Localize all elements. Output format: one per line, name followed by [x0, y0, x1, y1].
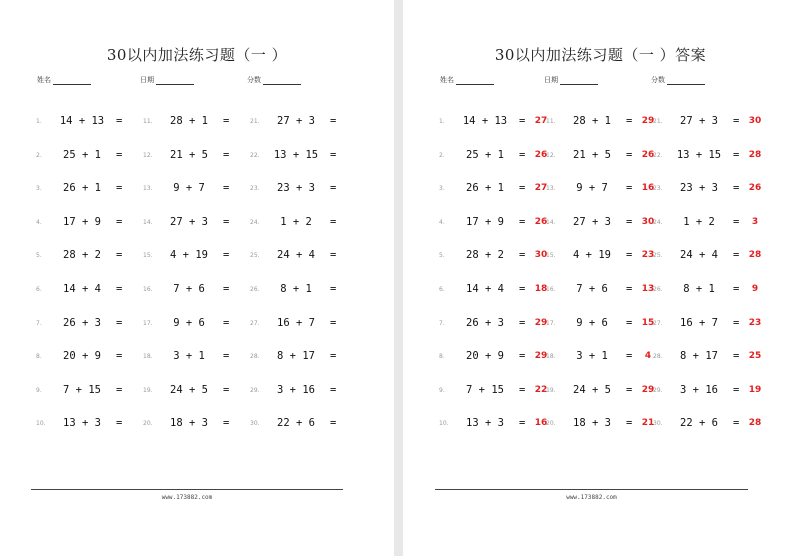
- question-expression: 18 + 3: [170, 417, 208, 430]
- question-row: [36, 317, 156, 331]
- question-number: 8.: [439, 353, 445, 361]
- answer-row: [546, 317, 666, 331]
- question-number: 15.: [143, 252, 153, 260]
- answer-row: [546, 149, 666, 163]
- question-row: [250, 115, 370, 129]
- equals-sign: =: [116, 148, 123, 161]
- question-expression: 1 + 2: [683, 215, 715, 228]
- question-expression: 3 + 16: [680, 383, 718, 396]
- question-row: [143, 115, 263, 129]
- date-label: 日期: [140, 76, 154, 84]
- question-expression: 28 + 2: [63, 249, 101, 262]
- equals-sign: =: [223, 417, 230, 430]
- question-number: 29.: [653, 386, 663, 394]
- name-blank: [53, 75, 91, 85]
- answer-row: [653, 283, 773, 297]
- equals-sign: =: [733, 182, 740, 195]
- question-number: 29.: [250, 386, 260, 394]
- question-expression: 28 + 2: [466, 249, 504, 262]
- answer-value: 28: [748, 149, 762, 160]
- question-row: [250, 149, 370, 163]
- question-expression: 3 + 16: [277, 383, 315, 396]
- answer-row: [439, 216, 559, 230]
- question-number: 23.: [250, 185, 260, 193]
- question-number: 12.: [143, 151, 153, 159]
- answer-value: 25: [748, 351, 762, 362]
- answer-row: [546, 182, 666, 196]
- question-expression: 27 + 3: [170, 215, 208, 228]
- equals-sign: =: [626, 182, 633, 195]
- equals-sign: =: [116, 182, 123, 195]
- answer-value: 26: [641, 149, 655, 160]
- question-number: 10.: [36, 420, 46, 428]
- question-expression: 22 + 6: [277, 417, 315, 430]
- equals-sign: =: [519, 215, 526, 228]
- answer-row: [439, 283, 559, 297]
- question-row: [250, 417, 370, 431]
- question-expression: 1 + 2: [280, 215, 312, 228]
- question-expression: 3 + 1: [576, 350, 608, 363]
- question-number: 4.: [36, 218, 42, 226]
- question-expression: 24 + 4: [680, 249, 718, 262]
- equals-sign: =: [116, 383, 123, 396]
- question-expression: 26 + 1: [63, 182, 101, 195]
- question-expression: 14 + 4: [63, 283, 101, 295]
- question-number: 1.: [439, 118, 445, 125]
- question-expression: 25 + 1: [466, 148, 504, 161]
- score-label: 分数: [651, 76, 665, 84]
- equals-sign: =: [733, 417, 740, 430]
- question-row: [250, 350, 370, 364]
- question-expression: 14 + 4: [466, 283, 504, 295]
- question-number: 5.: [439, 252, 445, 260]
- answer-value: 30: [641, 216, 655, 227]
- score-blank: [263, 75, 301, 85]
- equals-sign: =: [519, 316, 526, 329]
- equals-sign: =: [626, 316, 633, 329]
- name-blank: [456, 75, 494, 85]
- answer-value: 3: [751, 216, 759, 227]
- question-expression: 24 + 5: [573, 383, 611, 396]
- answer-value: 4: [644, 351, 652, 362]
- date-blank: [156, 75, 194, 85]
- question-number: 6.: [36, 286, 42, 293]
- question-expression: 26 + 3: [466, 316, 504, 329]
- answer-row: [439, 384, 559, 398]
- question-row: [250, 384, 370, 398]
- question-row: [143, 384, 263, 398]
- question-expression: 24 + 4: [277, 249, 315, 262]
- answer-row: [546, 115, 666, 129]
- equals-sign: =: [626, 383, 633, 396]
- answer-value: 26: [748, 183, 762, 194]
- date-blank: [560, 75, 598, 85]
- equals-sign: =: [330, 283, 337, 295]
- question-expression: 7 + 15: [466, 383, 504, 396]
- answer-value: 19: [748, 384, 762, 395]
- question-number: 28.: [250, 353, 260, 361]
- date-field: [544, 75, 598, 85]
- question-expression: 27 + 3: [573, 215, 611, 228]
- question-expression: 20 + 9: [466, 350, 504, 363]
- equals-sign: =: [733, 383, 740, 396]
- name-field: [440, 75, 494, 85]
- answer-title: 30以内加法练习题（一 ）答案: [494, 46, 707, 64]
- footer-divider: [31, 489, 343, 490]
- question-expression: 13 + 15: [676, 148, 722, 161]
- question-number: 6.: [439, 286, 445, 293]
- equals-sign: =: [116, 115, 123, 127]
- question-expression: 17 + 9: [63, 215, 101, 228]
- question-number: 11.: [546, 118, 556, 125]
- equals-sign: =: [330, 115, 337, 127]
- name-label: 姓名: [37, 76, 51, 84]
- question-expression: 4 + 19: [170, 249, 208, 262]
- worksheet-title: 30以内加法练习题（一 ）: [106, 46, 288, 64]
- question-row: [36, 182, 156, 196]
- question-row: [36, 216, 156, 230]
- question-number: 3.: [439, 185, 445, 193]
- answer-value: 21: [641, 418, 655, 429]
- answer-row: [653, 350, 773, 364]
- answer-row: [546, 249, 666, 263]
- question-row: [250, 216, 370, 230]
- question-row: [36, 149, 156, 163]
- score-field: [247, 75, 301, 85]
- answer-value: 18: [534, 284, 548, 294]
- question-row: [143, 216, 263, 230]
- question-expression: 20 + 9: [63, 350, 101, 363]
- equals-sign: =: [733, 316, 740, 329]
- answer-row: [653, 417, 773, 431]
- question-expression: 14 + 13: [59, 115, 105, 127]
- equals-sign: =: [223, 383, 230, 396]
- question-number: 25.: [653, 252, 663, 260]
- equals-sign: =: [116, 283, 123, 295]
- question-expression: 9 + 7: [576, 182, 608, 195]
- answer-row: [653, 384, 773, 398]
- answer-value: 26: [534, 149, 548, 160]
- question-expression: 27 + 3: [680, 115, 718, 127]
- equals-sign: =: [223, 115, 230, 127]
- question-expression: 25 + 1: [63, 148, 101, 161]
- answer-row: [546, 283, 666, 297]
- question-row: [250, 182, 370, 196]
- question-number: 27.: [250, 319, 260, 327]
- question-number: 15.: [546, 252, 556, 260]
- answer-row: [546, 350, 666, 364]
- question-expression: 8 + 1: [683, 283, 715, 295]
- equals-sign: =: [116, 417, 123, 430]
- answer-row: [653, 216, 773, 230]
- answer-row: [653, 182, 773, 196]
- question-expression: 26 + 3: [63, 316, 101, 329]
- question-number: 13.: [143, 185, 153, 193]
- equals-sign: =: [519, 417, 526, 430]
- question-number: 16.: [546, 286, 556, 293]
- question-number: 21.: [250, 118, 260, 125]
- question-expression: 9 + 6: [576, 316, 608, 329]
- question-expression: 27 + 3: [277, 115, 315, 127]
- question-row: [250, 249, 370, 263]
- equals-sign: =: [733, 115, 740, 127]
- equals-sign: =: [733, 283, 740, 295]
- question-number: 20.: [546, 420, 556, 428]
- question-row: [143, 283, 263, 297]
- answer-value: 13: [641, 284, 655, 294]
- answer-value: 29: [534, 351, 548, 362]
- question-number: 14.: [143, 218, 153, 226]
- score-label: 分数: [247, 76, 261, 84]
- question-number: 21.: [653, 118, 663, 125]
- equals-sign: =: [223, 148, 230, 161]
- question-number: 26.: [653, 286, 663, 293]
- equals-sign: =: [519, 283, 526, 295]
- question-number: 22.: [250, 151, 260, 159]
- score-field: [651, 75, 705, 85]
- question-expression: 22 + 6: [680, 417, 718, 430]
- question-number: 16.: [143, 286, 153, 293]
- equals-sign: =: [519, 350, 526, 363]
- equals-sign: =: [519, 182, 526, 195]
- equals-sign: =: [733, 148, 740, 161]
- footer-divider: [435, 489, 748, 490]
- question-row: [143, 182, 263, 196]
- question-expression: 28 + 1: [573, 115, 611, 127]
- equals-sign: =: [733, 249, 740, 262]
- equals-sign: =: [626, 350, 633, 363]
- equals-sign: =: [116, 215, 123, 228]
- equals-sign: =: [330, 350, 337, 363]
- score-blank: [667, 75, 705, 85]
- question-number: 1.: [36, 118, 42, 125]
- question-row: [36, 115, 156, 129]
- question-expression: 24 + 5: [170, 383, 208, 396]
- question-number: 2.: [439, 151, 445, 159]
- answer-value: 23: [641, 250, 655, 261]
- question-number: 8.: [36, 353, 42, 361]
- equals-sign: =: [223, 249, 230, 262]
- question-number: 17.: [546, 319, 556, 327]
- answer-row: [439, 115, 559, 129]
- answer-value: 16: [534, 418, 548, 429]
- question-number: 2.: [36, 151, 42, 159]
- answer-page: [403, 0, 798, 556]
- question-expression: 13 + 3: [466, 417, 504, 430]
- question-number: 19.: [546, 386, 556, 394]
- answer-value: 28: [748, 250, 762, 261]
- question-number: 7.: [439, 319, 445, 327]
- question-number: 22.: [653, 151, 663, 159]
- question-expression: 28 + 1: [170, 115, 208, 127]
- question-expression: 9 + 6: [173, 316, 205, 329]
- equals-sign: =: [223, 350, 230, 363]
- question-row: [36, 249, 156, 263]
- question-row: [143, 317, 263, 331]
- question-number: 19.: [143, 386, 153, 394]
- question-number: 27.: [653, 319, 663, 327]
- equals-sign: =: [733, 350, 740, 363]
- answer-row: [439, 182, 559, 196]
- question-number: 11.: [143, 118, 153, 125]
- answer-row: [439, 417, 559, 431]
- question-number: 28.: [653, 353, 663, 361]
- question-number: 30.: [250, 420, 260, 428]
- question-row: [36, 417, 156, 431]
- answer-row: [653, 115, 773, 129]
- question-number: 24.: [250, 218, 260, 226]
- question-row: [143, 417, 263, 431]
- equals-sign: =: [626, 283, 633, 295]
- question-expression: 3 + 1: [173, 350, 205, 363]
- equals-sign: =: [330, 182, 337, 195]
- equals-sign: =: [330, 417, 337, 430]
- question-row: [36, 283, 156, 297]
- question-expression: 9 + 7: [173, 182, 205, 195]
- equals-sign: =: [116, 249, 123, 262]
- question-expression: 21 + 5: [573, 148, 611, 161]
- equals-sign: =: [519, 148, 526, 161]
- equals-sign: =: [223, 215, 230, 228]
- equals-sign: =: [519, 249, 526, 262]
- question-expression: 4 + 19: [573, 249, 611, 262]
- answer-value: 29: [641, 116, 655, 126]
- date-label: 日期: [544, 76, 558, 84]
- equals-sign: =: [626, 249, 633, 262]
- equals-sign: =: [330, 215, 337, 228]
- equals-sign: =: [330, 316, 337, 329]
- question-expression: 13 + 3: [63, 417, 101, 430]
- question-row: [250, 283, 370, 297]
- question-number: 20.: [143, 420, 153, 428]
- answer-value: 30: [534, 250, 548, 261]
- question-expression: 7 + 15: [63, 383, 101, 396]
- question-number: 10.: [439, 420, 449, 428]
- answer-value: 26: [534, 216, 548, 227]
- answer-value: 9: [751, 284, 759, 294]
- question-number: 12.: [546, 151, 556, 159]
- answer-value: 30: [748, 116, 762, 126]
- question-row: [143, 149, 263, 163]
- answer-value: 27: [534, 183, 548, 194]
- answer-row: [653, 317, 773, 331]
- answer-row: [439, 249, 559, 263]
- question-expression: 17 + 9: [466, 215, 504, 228]
- question-number: 24.: [653, 218, 663, 226]
- answer-row: [439, 149, 559, 163]
- question-row: [143, 350, 263, 364]
- question-row: [250, 317, 370, 331]
- question-number: 4.: [439, 218, 445, 226]
- equals-sign: =: [626, 417, 633, 430]
- question-expression: 16 + 7: [680, 316, 718, 329]
- question-expression: 18 + 3: [573, 417, 611, 430]
- answer-value: 22: [534, 384, 548, 395]
- answer-row: [653, 249, 773, 263]
- question-number: 9.: [36, 386, 42, 394]
- answer-row: [439, 317, 559, 331]
- answer-value: 27: [534, 116, 548, 126]
- question-number: 25.: [250, 252, 260, 260]
- question-number: 26.: [250, 286, 260, 293]
- equals-sign: =: [626, 115, 633, 127]
- worksheet-page: [0, 0, 394, 556]
- question-row: [36, 384, 156, 398]
- answer-value: 15: [641, 317, 655, 328]
- footer-url: www.173882.com: [566, 494, 617, 501]
- question-number: 17.: [143, 319, 153, 327]
- answer-row: [653, 149, 773, 163]
- answer-row: [546, 216, 666, 230]
- question-expression: 8 + 17: [680, 350, 718, 363]
- question-expression: 14 + 13: [462, 115, 508, 127]
- question-expression: 8 + 17: [277, 350, 315, 363]
- question-number: 13.: [546, 185, 556, 193]
- answer-value: 29: [534, 317, 548, 328]
- question-expression: 23 + 3: [277, 182, 315, 195]
- question-expression: 21 + 5: [170, 148, 208, 161]
- equals-sign: =: [330, 148, 337, 161]
- question-row: [143, 249, 263, 263]
- answer-row: [546, 384, 666, 398]
- answer-row: [546, 417, 666, 431]
- equals-sign: =: [626, 215, 633, 228]
- question-number: 14.: [546, 218, 556, 226]
- answer-value: 29: [641, 384, 655, 395]
- footer-url: www.173882.com: [161, 494, 213, 501]
- name-field: [37, 75, 91, 85]
- question-number: 18.: [143, 353, 153, 361]
- question-number: 7.: [36, 319, 42, 327]
- answer-row: [439, 350, 559, 364]
- date-field: [140, 75, 194, 85]
- question-number: 3.: [36, 185, 42, 193]
- equals-sign: =: [330, 383, 337, 396]
- answer-value: 23: [748, 317, 762, 328]
- question-expression: 7 + 6: [576, 283, 608, 295]
- answer-value: 16: [641, 183, 655, 194]
- question-row: [36, 350, 156, 364]
- equals-sign: =: [626, 148, 633, 161]
- equals-sign: =: [223, 283, 230, 295]
- equals-sign: =: [223, 182, 230, 195]
- equals-sign: =: [519, 115, 526, 127]
- equals-sign: =: [223, 316, 230, 329]
- question-expression: 23 + 3: [680, 182, 718, 195]
- question-number: 23.: [653, 185, 663, 193]
- equals-sign: =: [330, 249, 337, 262]
- equals-sign: =: [116, 350, 123, 363]
- name-label: 姓名: [440, 76, 454, 84]
- question-expression: 13 + 15: [273, 148, 319, 161]
- equals-sign: =: [519, 383, 526, 396]
- question-number: 9.: [439, 386, 445, 394]
- question-expression: 7 + 6: [173, 283, 205, 295]
- equals-sign: =: [116, 316, 123, 329]
- question-number: 5.: [36, 252, 42, 260]
- question-expression: 26 + 1: [466, 182, 504, 195]
- answer-value: 28: [748, 418, 762, 429]
- question-number: 30.: [653, 420, 663, 428]
- question-expression: 8 + 1: [280, 283, 312, 295]
- equals-sign: =: [733, 215, 740, 228]
- question-expression: 16 + 7: [277, 316, 315, 329]
- question-number: 18.: [546, 353, 556, 361]
